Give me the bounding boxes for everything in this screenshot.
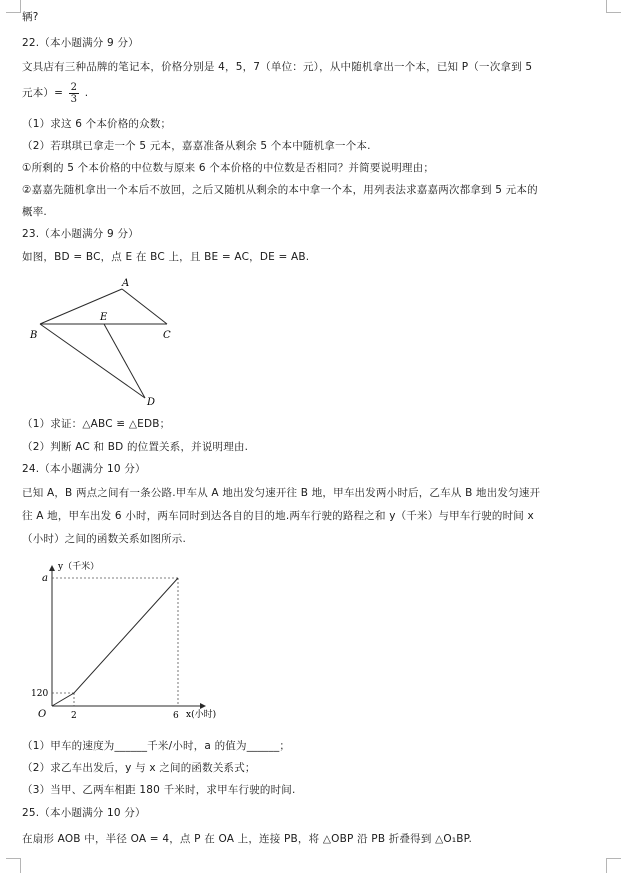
tick-label-2: 2 — [71, 711, 77, 721]
tick-label-6: 6 — [173, 711, 179, 721]
text-line: 辆? — [22, 11, 39, 23]
question-23-text: 如图，BD = BC，点 E 在 BC 上，且 BE = AC，DE = AB. — [22, 251, 310, 263]
question-22-part-2-1: ①所剩的 5 个本价格的中位数与原来 6 个本价格的中位数是否相同？并简要说明理由； — [22, 162, 435, 174]
question-22-part-2-2: ②嘉嘉先随机拿出一个本后不放回，之后又随机从剩余的本中拿一个本，用列表法求嘉嘉两次都拿到 5 元本的 — [22, 184, 538, 196]
question-24-text-3: （小时）之间的函数关系如图所示. — [22, 533, 187, 545]
question-22-heading: 22.（本小题满分 9 分） — [22, 37, 139, 49]
point-label-c: C — [163, 330, 171, 341]
question-24-part-1: （1）甲车的速度为______千米/小时，a 的值为______； — [22, 740, 291, 752]
question-22-part-2: （2）若琪琪已拿走一个 5 元本，嘉嘉准备从剩余 5 个本中随机拿一个本. — [22, 140, 371, 152]
point-label-e: E — [100, 312, 108, 323]
question-23-part-2: （2）判断 AC 和 BD 的位置关系，并说明理由. — [22, 441, 249, 453]
question-25-heading: 25.（本小题满分 10 分） — [22, 807, 146, 819]
question-22-text: 文具店有三种品牌的笔记本，价格分别是 4，5，7（单位：元），从中随机拿出一个本，已知 P（一次拿到 5 — [22, 61, 533, 73]
origin-label: O — [38, 709, 47, 720]
point-label-b: B — [30, 330, 38, 341]
question-23-heading: 23.（本小题满分 9 分） — [22, 228, 139, 240]
text-fragment: 元本）= — [22, 87, 64, 99]
text-fragment: . — [84, 87, 89, 99]
tick-label-a: a — [42, 573, 48, 584]
question-22-part-1: （1）求这 6 个本价格的众数； — [22, 118, 172, 130]
tick-label-120: 120 — [31, 689, 49, 699]
question-24-part-3: （3）当甲、乙两车相距 180 千米时，求甲车行驶的时间. — [22, 784, 296, 796]
function-line — [52, 578, 178, 706]
fraction-denominator: 3 — [70, 93, 78, 105]
question-24-part-2: （2）求乙车出发后，y 与 x 之间的函数关系式； — [22, 762, 256, 774]
y-axis-label: y（千米） — [58, 562, 100, 572]
question-24-text: 已知 A，B 两点之间有一条公路.甲车从 A 地出发匀速开往 B 地，甲车出发两小时后，乙车从 B 地出发匀速开 — [22, 487, 541, 499]
question-24-heading: 24.（本小题满分 10 分） — [22, 463, 146, 475]
question-24-text-2: 往 A 地，甲车出发 6 小时，两车同时到达各自的目的地.两车行驶的路程之和 y（千米）与甲车行驶的时间 x — [22, 510, 534, 522]
point-label-d: D — [147, 397, 156, 408]
question-25-text: 在扇形 AOB 中，半径 OA = 4，点 P 在 OA 上，连接 PB，将 △OBP 沿 PB 折叠得到 △O₁BP. — [22, 833, 473, 845]
fraction-numerator: 2 — [70, 81, 78, 93]
point-label-a: A — [122, 278, 130, 289]
question-23-part-1: （1）求证：△ABC ≌ △EDB； — [22, 418, 171, 430]
x-axis-label: x(小时) — [186, 710, 217, 720]
question-22-part-2-2-cont: 概率. — [22, 206, 47, 218]
